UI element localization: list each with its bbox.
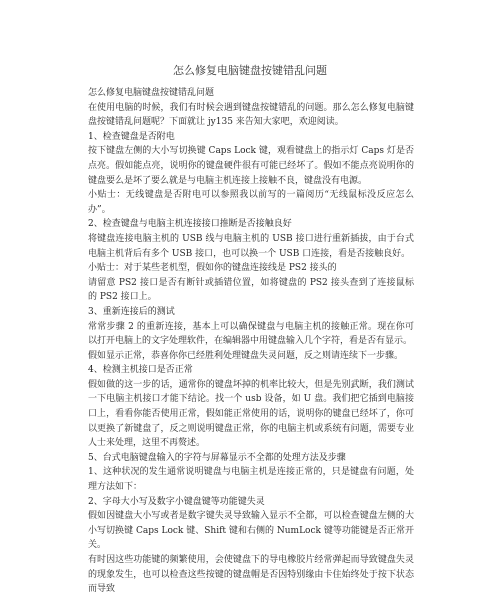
paragraph: 小贴士：无线键盘是否附电可以参照我以前写的一篇阅历“无线鼠标没反应怎么办”。 (88, 190, 414, 215)
section-heading: 2、检查键盘与电脑主机连接接口推断是否接触良好 (88, 219, 292, 230)
paragraph: 1、这种状况的发生通常说明键盘与电脑主机是连接正常的，只是键盘有问题，处理方法如下： (88, 467, 414, 493)
paragraph: 假如因键盘大小写或者是数字键失灵导致输入显示不全都，可以检查键盘左侧的大小写切换键 Caps Lock 键、Shift 键和右侧的 NumLock 键等功能键是否正常开关。 (88, 511, 414, 551)
paragraph: 按下键盘左侧的大小写切换键 Caps Lock 键，观看键盘上的指示灯 Caps 灯是否点亮。假如能点亮，说明你的键盘硬件很有可能已经坏了。假如不能点亮说明你的键盘要么是坏了要么就是与电脑主机连接上接触不良，键盘没有电源。 (88, 146, 414, 186)
paragraph: 假如显示正常，恭喜你你已经胜利处理键盘失灵问题，反之则请连续下一步骤。 (88, 350, 404, 361)
document-title: 怎么修复电脑键盘按键错乱问题 (173, 64, 327, 77)
section-heading: 2、字母大小写及数字小键盘键等功能键失灵 (88, 496, 265, 507)
section-heading: 1、检查键盘是否附电 (88, 131, 175, 142)
paragraph: 在使用电脑的时候，我们有时候会遇到键盘按键错乱的问题。那么怎么修复电脑键盘按键错乱问题呢？下面就让 jy135 来告知大家吧，欢迎阅读。 (88, 102, 414, 128)
paragraph: 将键盘连接电脑主机的 USB 线与电脑主机的 USB 接口进行重新插拔，由于台式电脑主机背后有多个 USB 接口，也可以换一个 USB 口连接，看是否接触良好。 (88, 233, 414, 259)
document-body (88, 86, 414, 597)
section-heading: 3、重新连接后的测试 (88, 306, 175, 317)
paragraph: 有时因这些功能键的频繁使用，会使键盘下的导电橡胶片经常弹起而导致键盘失灵的现象发生，也可以检查这些按键的键盘帽是否因特别缘由卡住始终处于按下状态而导致 (88, 555, 414, 595)
paragraph: 怎么修复电脑键盘按键错乱问题 (88, 88, 215, 98)
paragraph: 假如做的这一步的话，通常你的键盘坏掉的机率比较大，但是先别武断，我们测试一下电脑主机接口才能下结论。找一个 usb 设备，如 U 盘。我们把它插到电脑接口上，看看你能否使用正常，假如能正常使用的话，说明你的键盘已经坏了，你可以更换了新键盘了，反之则说明键盘正常，你的电脑主机或系统有问题，需要专业人士来处理，这里不再赘述。 (88, 379, 414, 449)
paragraph: 请留意 PS2 接口是否有断针或插错位置，如将键盘的 PS2 接头查到了连接鼠标的 PS2 接口上。 (88, 277, 414, 303)
section-heading: 5、台式电脑键盘输入的字符与屏幕显示不全都的处理方法及步骤 (88, 452, 346, 463)
section-heading: 4、检测主机接口是否正常 (88, 365, 193, 376)
paragraph: 常常步骤 2 的重新连接，基本上可以确保键盘与电脑主机的接触正常。现在你可以打开电脑上的文字处理软件，在编辑器中用键盘输入几个字符，看是否有显示。 (88, 321, 414, 347)
paragraph: 小贴士：对于某些老机型，假如你的键盘连接线是 PS2 接头的 (88, 263, 337, 274)
